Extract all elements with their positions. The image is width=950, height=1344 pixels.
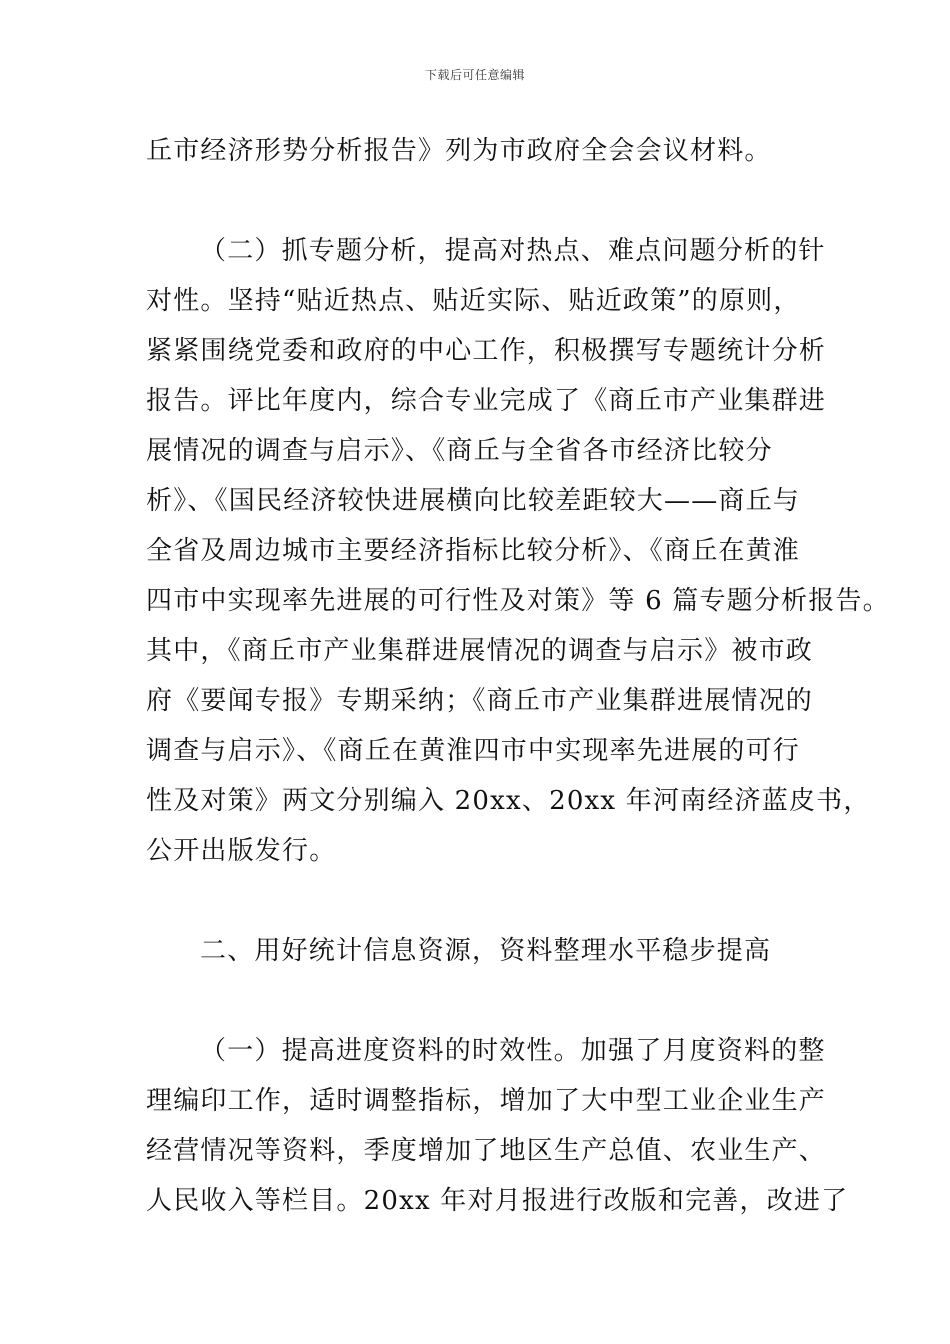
text-line: 展情况的调查与启示》、《商丘与全省各市经济比较分 [146, 436, 773, 466]
text-line: 经营情况等资料，季度增加了地区生产总值、农业生产、 [146, 1136, 827, 1166]
section-heading: 二、用好统计信息资源，资料整理水平稳步提高 [200, 936, 772, 966]
text-line: 其中，《商丘市产业集群进展情况的调查与启示》被市政 [146, 636, 814, 666]
text-line: 理编印工作，适时调整指标，增加了大中型工业企业生产 [146, 1086, 827, 1116]
text-line: （一）提高进度资料的时效性。加强了月度资料的整 [200, 1036, 826, 1066]
text-line: 全省及周边城市主要经济指标比较分析》、《商丘在黄淮 [146, 536, 801, 566]
text-line: 丘市经济形势分析报告》列为市政府全会会议材料。 [146, 136, 772, 166]
text-line: 调查与启示》、《商丘在黄淮四市中实现率先进展的可行 [146, 736, 801, 766]
text-line: 对性。坚持“贴近热点、贴近实际、贴近政策”的原则， [146, 286, 801, 316]
text-line: 公开出版发行。 [146, 836, 337, 866]
text-line: 报告。评比年度内，综合专业完成了《商丘市产业集群进 [146, 386, 827, 416]
text-line: （二）抓专题分析，提高对热点、难点问题分析的针 [200, 236, 826, 266]
text-line: 紧紧围绕党委和政府的中心工作，积极撰写专题统计分析 [146, 336, 827, 366]
text-line: 府《要闻专报》专期采纳；《商丘市产业集群进展情况的 [146, 686, 814, 716]
text-line: 性及对策》两文分别编入 20xx、20xx 年河南经济蓝皮书， [146, 786, 871, 816]
text-line: 四市中实现率先进展的可行性及对策》等 6 篇专题分析报告。 [146, 586, 890, 616]
page-header: 下载后可任意编辑 [424, 68, 525, 82]
text-line: 人民收入等栏目。20xx 年对月报进行改版和完善，改进了 [146, 1186, 849, 1216]
text-line: 析》、《国民经济较快进展横向比较差距较大——商丘与 [146, 486, 801, 516]
